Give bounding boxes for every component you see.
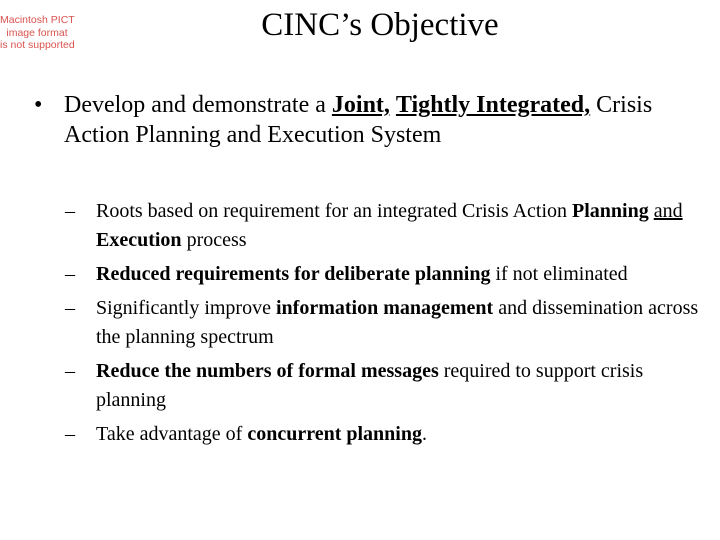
- dash-marker: –: [65, 200, 75, 222]
- text-run: Develop and demonstrate a: [64, 92, 332, 118]
- main-bullet-text: [64, 90, 674, 150]
- emphasis-tightly-integrated: Tightly Integrated,: [395, 92, 591, 118]
- sub-bullet: [65, 197, 705, 255]
- bold-text: Execution: [96, 229, 182, 251]
- bold-text: Reduce the numbers of formal messages: [96, 360, 439, 382]
- dash-marker: –: [65, 263, 75, 285]
- placeholder-line: Macintosh PICT: [0, 14, 75, 26]
- bold-text: concurrent planning: [247, 423, 422, 445]
- bold-text: information management: [275, 297, 494, 319]
- placeholder-line: image format: [6, 26, 68, 39]
- emphasis-joint: Joint,: [331, 92, 390, 118]
- sub-bullet: [65, 260, 705, 289]
- underlined-text: and: [653, 200, 683, 222]
- text-run: if not eliminated: [490, 263, 628, 285]
- sub-bullet-list: [65, 197, 705, 454]
- dash-marker: –: [65, 297, 75, 319]
- bold-text: Reduced requirements for deliberate planning: [96, 263, 491, 285]
- text-run: Significantly improve: [96, 297, 276, 319]
- text-run: process: [181, 229, 247, 251]
- text-run: and dissemination across the planning spectrum: [96, 297, 699, 348]
- sub-bullet: [65, 294, 705, 352]
- text-run: Roots based on requirement for an integrated Crisis Action: [96, 200, 573, 222]
- dash-marker: –: [65, 360, 75, 382]
- bold-text: Planning: [572, 200, 649, 222]
- sub-bullet: [65, 357, 705, 415]
- text-run: required to support crisis planning: [96, 360, 644, 411]
- placeholder-line: is not supported: [0, 39, 75, 51]
- slide-title: CINC’s Objective: [261, 7, 499, 43]
- main-bullet: [34, 90, 674, 150]
- dash-marker: –: [65, 423, 75, 445]
- text-run: .: [421, 423, 427, 445]
- text-run: Take advantage of: [96, 423, 248, 445]
- bullet-marker: •: [34, 92, 43, 118]
- text-run: Crisis Action Planning and Execution System: [64, 92, 653, 148]
- sub-bullet: [65, 420, 705, 449]
